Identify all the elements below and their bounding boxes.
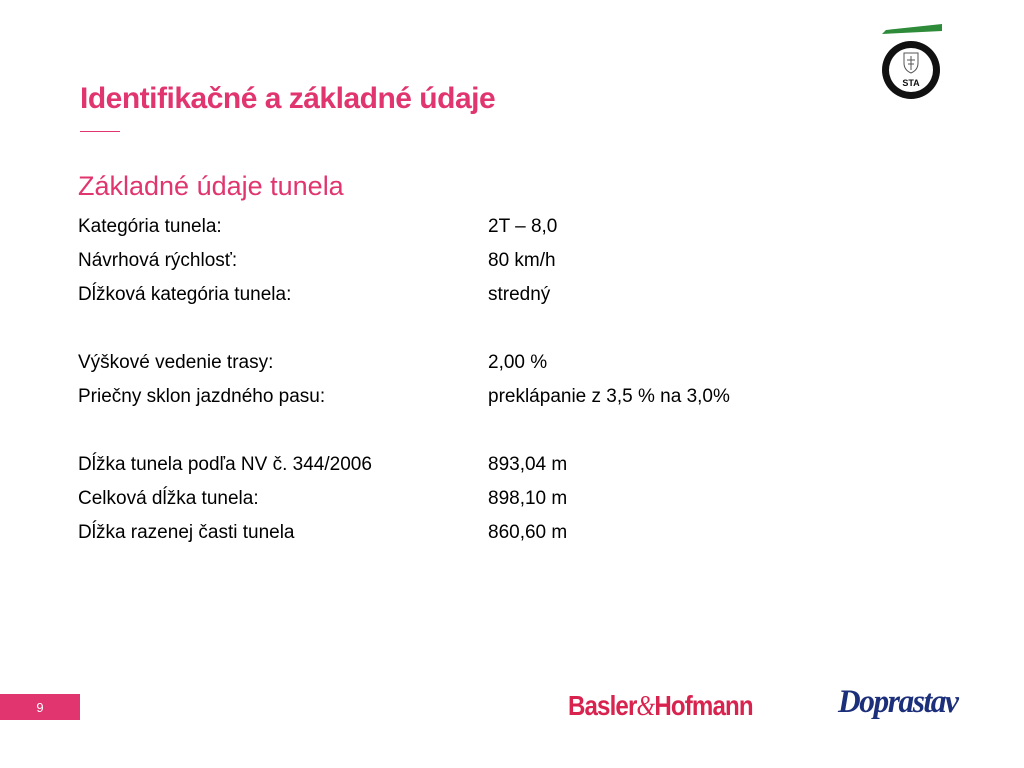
sta-logo-text: STA (902, 78, 920, 88)
row-spacer (78, 312, 838, 346)
row-spacer (78, 414, 838, 448)
table-row (78, 448, 838, 482)
row-value: 2T – 8,0 (488, 216, 558, 237)
row-label: Dĺžka razenej časti tunela (78, 522, 295, 543)
table-row (78, 346, 838, 380)
row-label: Návrhová rýchlosť: (78, 250, 238, 271)
doprastav-logo: Doprastav (838, 684, 958, 720)
table-row (78, 278, 838, 312)
row-label: Celková dĺžka tunela: (78, 488, 259, 509)
table-row (78, 210, 838, 244)
row-value: 2,00 % (488, 352, 548, 373)
section-subtitle: Základné údaje tunela (78, 171, 344, 201)
table-row (78, 516, 838, 550)
table-row (78, 244, 838, 278)
basler-hofmann-logo (568, 690, 753, 723)
basler-logo-ampersand: & (636, 691, 655, 722)
table-row (78, 380, 838, 414)
row-label: Dĺžka tunela podľa NV č. 344/2006 (78, 454, 372, 475)
table-row (78, 482, 838, 516)
data-table (78, 210, 838, 550)
row-value: 860,60 m (488, 522, 568, 543)
row-value: preklápanie z 3,5 % na 3,0% (488, 386, 730, 407)
title-underline (80, 131, 120, 132)
hofmann-logo-part: Hofmann (654, 690, 753, 721)
row-value: 898,10 m (488, 488, 568, 509)
row-label: Kategória tunela: (78, 216, 222, 237)
sta-logo (876, 22, 946, 104)
row-label: Priečny sklon jazdného pasu: (78, 386, 326, 407)
row-value: stredný (488, 284, 551, 305)
row-label: Výškové vedenie trasy: (78, 352, 274, 373)
sta-logo-green-bar (882, 24, 942, 34)
basler-logo-part: Basler (568, 690, 637, 721)
row-label: Dĺžková kategória tunela: (78, 284, 292, 305)
row-value: 80 km/h (488, 250, 556, 271)
page-number-badge: 9 (0, 694, 80, 720)
row-value: 893,04 m (488, 454, 568, 475)
slide-title: Identifikačné a základné údaje (80, 82, 496, 115)
